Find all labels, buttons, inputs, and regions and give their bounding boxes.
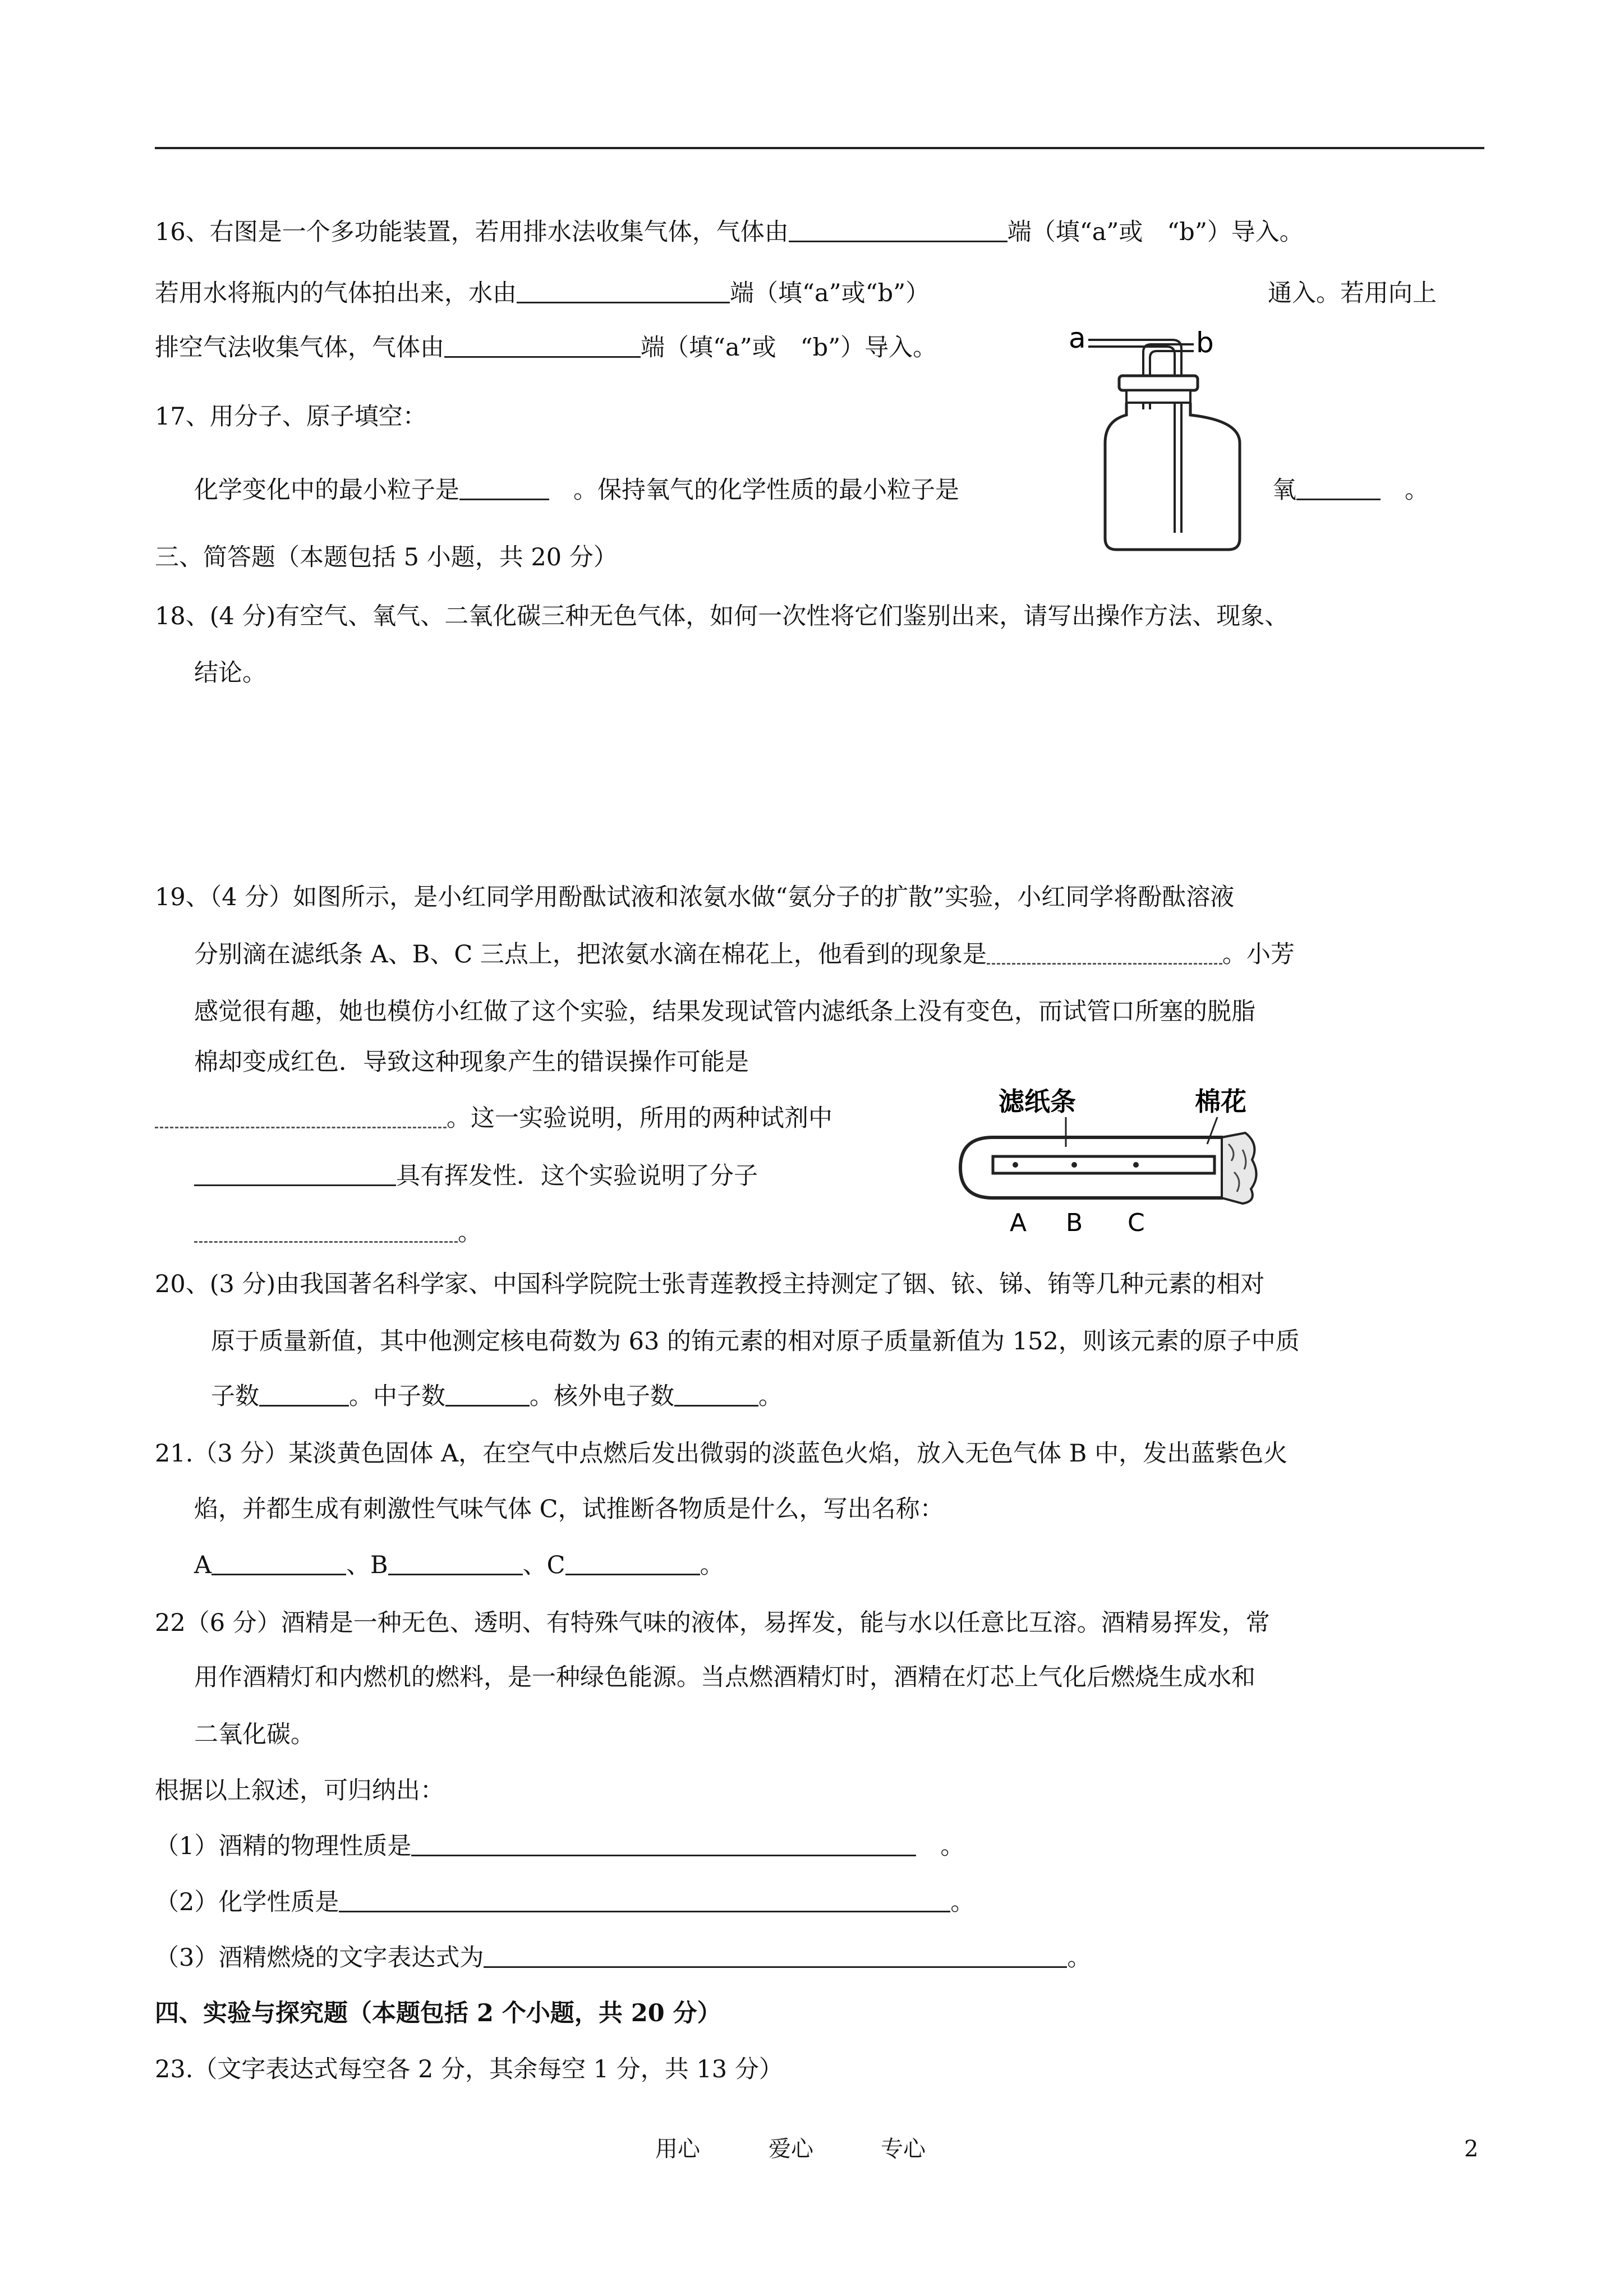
q20-line-3: 子数 。中子数 。核外电子数 。: [211, 1382, 783, 1410]
q22-blank-equation[interactable]: [484, 1944, 1067, 1968]
q20-blank-electrons[interactable]: [674, 1382, 758, 1407]
q17-title: 17、用分子、原子填空：: [155, 403, 427, 431]
footer-yongxin: 用心: [655, 2136, 700, 2162]
footer-aixin: 爱心: [769, 2136, 813, 2162]
q16-line-2: 若用水将瓶内的气体拍出来，水由 端（填“a”或“b”）: [155, 279, 930, 307]
section-4-heading: 四、实验与探究题（本题包括 2 个小题，共 20 分）: [155, 1999, 721, 2027]
q19-blank-4[interactable]: [194, 1219, 458, 1243]
q19-blank-1[interactable]: [987, 940, 1222, 965]
q16-blank-3[interactable]: [444, 334, 641, 358]
point-C-label: C: [1128, 1209, 1145, 1237]
cotton-label: 棉花: [1195, 1086, 1246, 1117]
q21-line-1: 21.（3 分）某淡黄色固体 A，在空气中点燃后发出微弱的淡蓝色火焰，放入无色气体 B 中，发出蓝紫色火: [155, 1440, 1288, 1468]
port-a-label: a: [1069, 322, 1086, 354]
q22-line-3: 二氧化碳。: [194, 1721, 315, 1749]
q21-blank-C[interactable]: [565, 1551, 700, 1575]
q16-line-2-tail: 通入。若用向上: [1268, 279, 1437, 307]
q22-blank-physical[interactable]: [411, 1832, 916, 1856]
q22-line-1: 22（6 分）酒精是一种无色、透明、有特殊气味的液体，易挥发，能与水以任意比互溶。酒精易挥发，常: [155, 1609, 1270, 1637]
q22-line-2: 用作酒精灯和内燃机的燃料，是一种绿色能源。当点燃酒精灯时，酒精在灯芯上气化后燃烧生成水和: [194, 1663, 1255, 1691]
q18-line-2: 结论。: [194, 659, 266, 687]
q17-line: 化学变化中的最小粒子是 。保持氧气的化学性质的最小粒子是: [194, 476, 959, 504]
test-tube-figure: [954, 1077, 1268, 1251]
q21-line-2: 焰，并都生成有刺激性气味气体 C，试推断各物质是什么，写出名称：: [194, 1495, 944, 1523]
q16-blank-1[interactable]: [789, 218, 1007, 242]
q19-blank-2[interactable]: [155, 1104, 447, 1128]
q20-blank-neutrons[interactable]: [445, 1382, 530, 1407]
q21-blank-B[interactable]: [388, 1551, 523, 1575]
q20-blank-protons[interactable]: [259, 1382, 349, 1407]
q17-blank-1[interactable]: [459, 476, 549, 500]
page-number: 2: [1464, 2136, 1479, 2162]
q22-sub-2: （2）化学性质是 。: [155, 1888, 975, 1916]
q19-line-7: 。: [194, 1217, 482, 1248]
q17-line-tail: 氧 。: [1272, 476, 1429, 504]
q19-line-3: 感觉很有趣，她也模仿小红做了这个实验，结果发现试管内滤纸条上没有变色，而试管口所塞的脱脂: [194, 998, 1255, 1026]
q20-line-2: 原于质量新值，其中他测定核电荷数为 63 的铕元素的相对原子质量新值为 152，则该元素的原子中质: [211, 1327, 1300, 1356]
header-rule: [155, 147, 1484, 149]
point-B-label: B: [1066, 1209, 1083, 1237]
q19-line-4: 棉却变成红色．导致这种现象产生的错误操作可能是: [194, 1048, 749, 1076]
port-b-label: b: [1196, 326, 1214, 359]
q21-blank-A[interactable]: [211, 1551, 346, 1575]
q19-line-6: 具有挥发性．这个实验说明了分子: [194, 1160, 758, 1192]
q16-line-1: 16、右图是一个多功能装置，若用排水法收集气体，气体由 端（填“a”或 “b”）导入。: [155, 218, 1304, 246]
q22-sub-1: （1）酒精的物理性质是 。: [155, 1832, 965, 1860]
q18-line-1: 18、(4 分)有空气、氧气、二氧化碳三种无色气体，如何一次性将它们鉴别出来，请写出操作方法、现象、: [155, 602, 1289, 630]
q19-line-5: 。这一实验说明，所用的两种试剂中: [155, 1103, 832, 1134]
q22-line-4: 根据以上叙述，可归纳出：: [155, 1777, 444, 1805]
point-A-label: A: [1010, 1209, 1027, 1237]
q19-line-2: 分别滴在滤纸条 A、B、C 三点上，把浓氨水滴在棉花上，他看到的现象是 。小芳: [194, 940, 1295, 969]
q16-line-3: 排空气法收集气体，气体由 端（填“a”或 “b”）导入。: [155, 334, 937, 362]
filter-paper-label: 滤纸条: [999, 1086, 1076, 1117]
q16-blank-2[interactable]: [517, 279, 730, 303]
q21-line-3: A 、B 、C 。: [194, 1551, 724, 1579]
q22-sub-3: （3）酒精燃烧的文字表达式为 。: [155, 1944, 1092, 1972]
footer-zhuanxin: 专心: [881, 2136, 926, 2162]
q17-blank-2[interactable]: [1296, 476, 1381, 500]
q19-line-1: 19、（4 分）如图所示，是小红同学用酚酞试液和浓氨水做“氨分子的扩散”实验，小红同学将酚酞溶液: [155, 883, 1235, 911]
section-3-heading: 三、简答题（本题包括 5 小题，共 20 分）: [155, 543, 618, 571]
q20-line-1: 20、(3 分)由我国著名科学家、中国科学院院士张青莲教授主持测定了铟、铱、锑、铕等几种元素的相对: [155, 1270, 1265, 1298]
gas-bottle-figure: [1066, 320, 1290, 555]
q22-blank-chemical[interactable]: [339, 1888, 950, 1912]
q19-blank-3[interactable]: [194, 1162, 396, 1186]
q23-line: 23.（文字表达式每空各 2 分，其余每空 1 分，共 13 分）: [155, 2055, 783, 2083]
